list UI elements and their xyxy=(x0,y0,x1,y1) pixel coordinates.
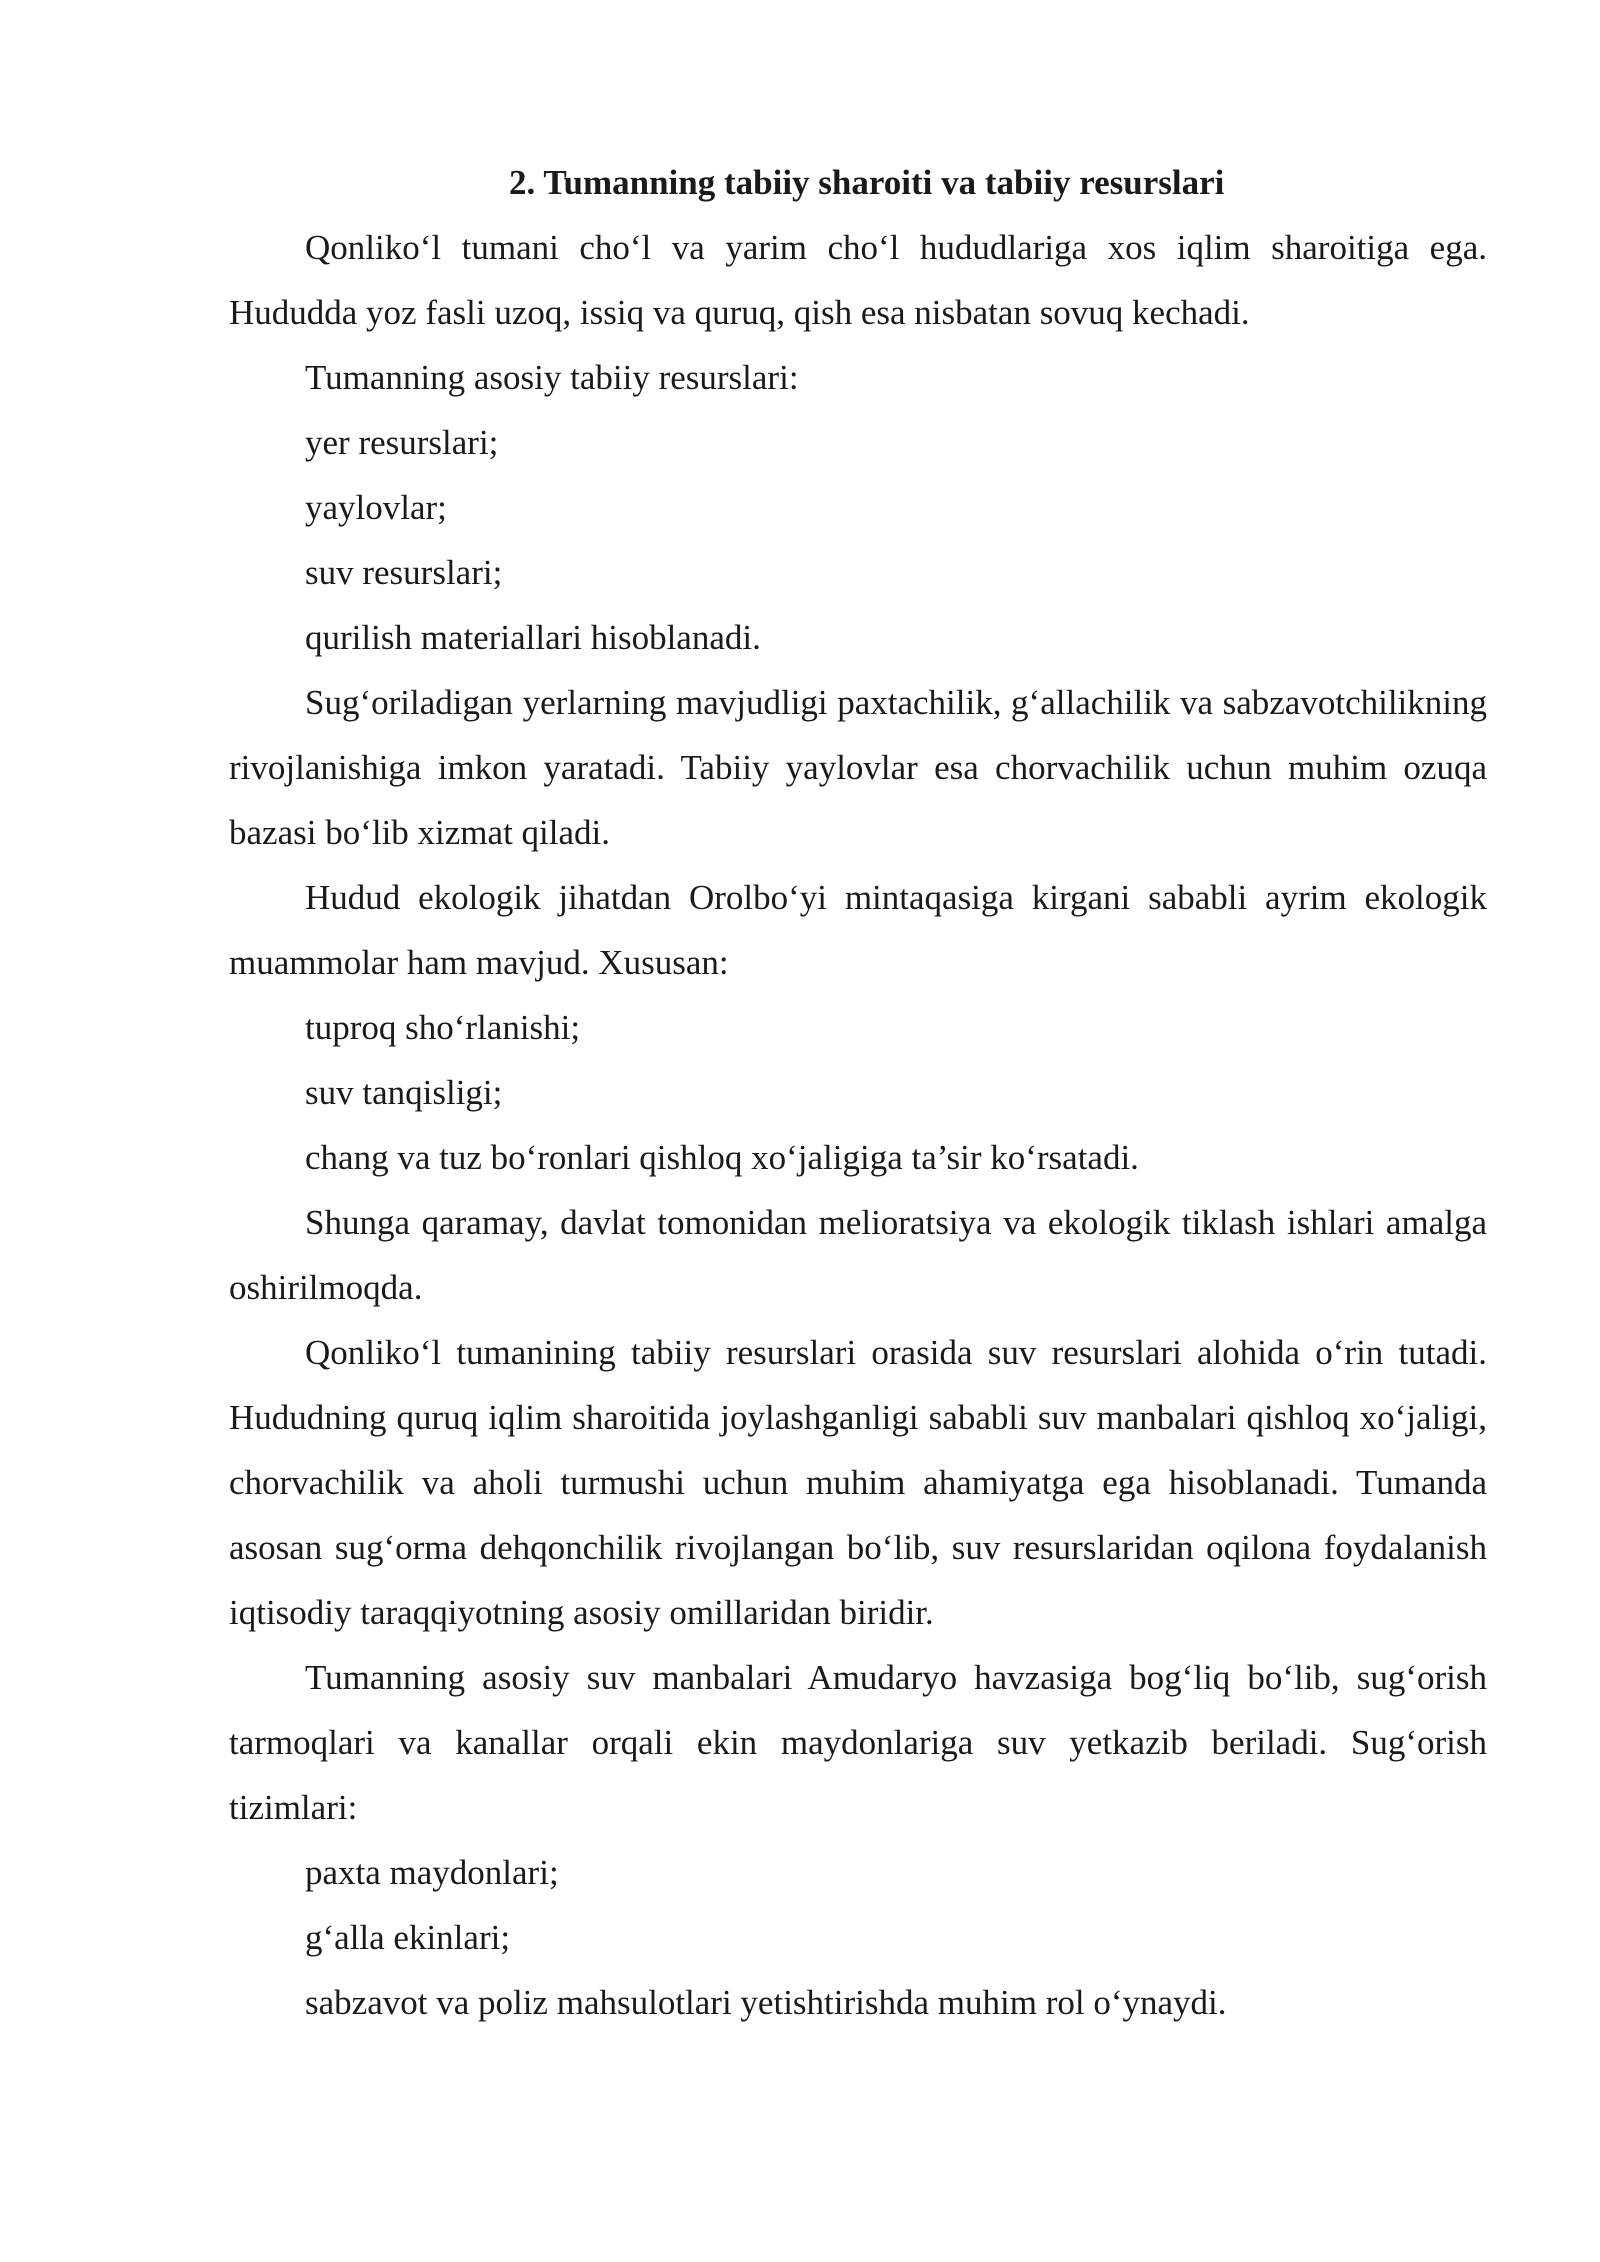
document-page xyxy=(229,150,1487,2035)
section-title: 2. Tumanning tabiiy sharoiti va tabiiy resurslari xyxy=(509,163,1225,202)
paragraph-water-resources: Qonliko‘l tumanining tabiiy resurslari orasida suv resurslari alohida o‘rin tutadi. Hududning quruq iqlim sharoitida joylashganligi sababli suv manbalari qishloq xo‘jaligi, chorvachilik va aholi turmushi uchun muhim ahamiyatga ega hisoblanadi. Tumanda asosan sug‘orma dehqonchilik rivojlangan bo‘lib, suv resurslaridan oqilona foydalanish iqtisodiy taraqqiyotning asosiy omillaridan biridir. xyxy=(229,1333,1487,1632)
paragraph-melioration: Shunga qaramay, davlat tomonidan melioratsiya va ekologik tiklash ishlari amalga oshirilmoqda. xyxy=(229,1203,1487,1307)
paragraph-climate: Qonliko‘l tumani cho‘l va yarim cho‘l hududlariga xos iqlim sharoitiga ega. Hududda yoz fasli uzoq, issiq va quruq, qish esa nisbatan sovuq kechadi. xyxy=(229,228,1487,332)
list-item: qurilish materiallari hisoblanadi. xyxy=(305,618,761,657)
paragraph-water-sources: Tumanning asosiy suv manbalari Amudaryo havzasiga bog‘liq bo‘lib, sug‘orish tarmoqlari va kanallar orqali ekin maydonlariga suv yetkazib beriladi. Sug‘orish tizimlari: xyxy=(229,1658,1487,1827)
list-item: g‘alla ekinlari; xyxy=(305,1918,511,1957)
list-item: sabzavot va poliz mahsulotlari yetishtirishda muhim rol o‘ynaydi. xyxy=(305,1983,1227,2022)
list-item: tuproq sho‘rlanishi; xyxy=(305,1008,581,1047)
resources-list-intro: Tumanning asosiy tabiiy resurslari: xyxy=(305,358,799,397)
list-item: chang va tuz bo‘ronlari qishloq xo‘jaligiga ta’sir ko‘rsatadi. xyxy=(305,1138,1139,1177)
list-item: yer resurslari; xyxy=(305,423,499,462)
paragraph-ecology: Hudud ekologik jihatdan Orolbo‘yi mintaqasiga kirgani sababli ayrim ekologik muammolar ham mavjud. Xususan: xyxy=(229,878,1487,982)
list-item: paxta maydonlari; xyxy=(305,1853,559,1892)
list-item: suv tanqisligi; xyxy=(305,1073,503,1112)
list-item: suv resurslari; xyxy=(305,553,503,592)
list-item: yaylovlar; xyxy=(305,488,447,527)
paragraph-irrigated-lands: Sug‘oriladigan yerlarning mavjudligi paxtachilik, g‘allachilik va sabzavotchilikning rivojlanishiga imkon yaratadi. Tabiiy yaylovlar esa chorvachilik uchun muhim ozuqa bazasi bo‘lib xizmat qiladi. xyxy=(229,683,1487,852)
